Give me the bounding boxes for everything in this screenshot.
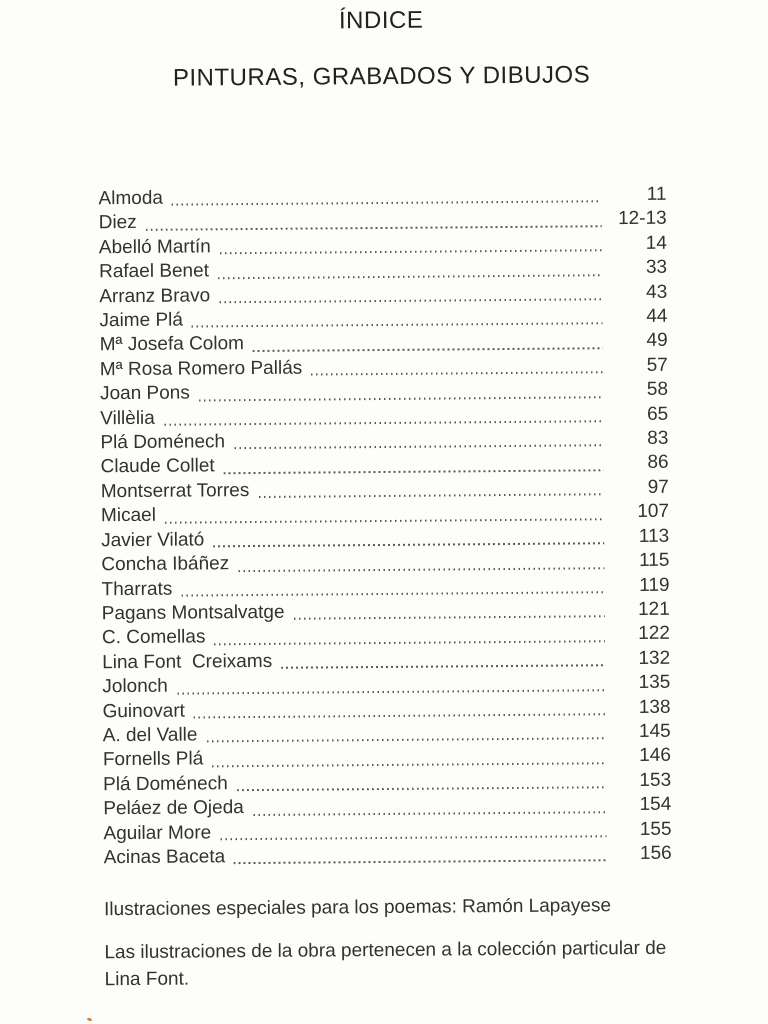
dot-leader xyxy=(137,208,615,236)
entry-name: Aguilar More xyxy=(103,821,212,844)
entry-page: 43 xyxy=(646,281,668,303)
entry-page: 113 xyxy=(638,525,670,547)
note-collection: Las ilustraciones de la obra pertenecen a la colección particular de Lina Font. xyxy=(104,938,667,991)
entry-name: Guinovart xyxy=(102,700,185,722)
dot-leader xyxy=(155,403,617,431)
entry-name: Concha Ibáñez xyxy=(101,553,230,576)
dot-leader xyxy=(185,696,619,724)
dot-leader xyxy=(225,427,617,454)
entry-name: Abelló Martín xyxy=(98,236,211,259)
entry-page: 156 xyxy=(639,842,672,864)
entry-name: Almoda xyxy=(98,187,164,210)
dot-leader xyxy=(211,232,615,260)
dot-leader xyxy=(244,793,620,820)
dot-leader xyxy=(284,598,617,625)
dot-leader xyxy=(228,769,620,796)
dot-leader xyxy=(302,354,616,381)
entry-name: Rafael Benet xyxy=(98,260,210,283)
dot-leader xyxy=(229,549,617,576)
entry-name: Plá Doménech xyxy=(100,431,226,454)
dot-leader xyxy=(209,256,615,284)
dot-leader xyxy=(168,671,619,699)
entry-page: 107 xyxy=(637,501,670,523)
entry-name: Acinas Baceta xyxy=(103,846,226,869)
entry-page: 153 xyxy=(639,769,672,791)
entry-page: 135 xyxy=(638,671,671,694)
entry-page: 155 xyxy=(639,818,672,840)
note-special-illustrations: Ilustraciones especiales para los poemas: Ramón Lapayese xyxy=(104,895,612,921)
entry-name: Peláez de Ojeda xyxy=(103,797,244,820)
entry-name: Lina Font Creixams xyxy=(102,650,273,673)
entry-name: Fornells Plá xyxy=(102,748,204,771)
toc-list xyxy=(98,183,671,871)
dot-leader xyxy=(197,720,618,748)
entry-name: Arranz Bravo xyxy=(99,284,211,307)
dot-leader xyxy=(163,183,615,211)
entry-name: Plá Doménech xyxy=(103,772,228,795)
entry-page: 11 xyxy=(646,183,667,205)
entry-name: C. Comellas xyxy=(101,626,206,649)
entry-page: 58 xyxy=(646,379,669,401)
entry-name: Villèlia xyxy=(100,407,155,429)
entry-name: Joan Pons xyxy=(99,382,190,405)
dot-leader xyxy=(183,305,616,333)
toc-entry xyxy=(104,842,672,871)
entry-name: Claude Collet xyxy=(100,455,215,478)
entry-name: Tharrats xyxy=(101,578,173,600)
dot-leader xyxy=(210,281,615,309)
page-content xyxy=(97,4,673,994)
entry-page: 49 xyxy=(646,330,668,352)
dot-leader xyxy=(225,842,620,870)
entry-page: 119 xyxy=(639,574,670,596)
entry-page: 121 xyxy=(637,598,670,620)
entry-page: 146 xyxy=(639,745,671,767)
entry-page: 12-13 xyxy=(617,208,667,230)
entry-page: 83 xyxy=(647,427,669,449)
entry-page: 138 xyxy=(638,696,671,718)
entry-name: Jaime Plá xyxy=(99,309,183,332)
dot-leader xyxy=(211,818,619,846)
dot-leader xyxy=(215,452,617,480)
entry-page: 86 xyxy=(647,452,669,474)
dot-leader xyxy=(203,744,619,772)
entry-name: A. del Valle xyxy=(102,724,198,747)
dot-leader xyxy=(156,500,617,528)
entry-name: Pagans Montsalvatge xyxy=(101,601,285,625)
scan-artifact-speck xyxy=(87,1017,93,1022)
entry-name: Jolonch xyxy=(102,675,168,698)
entry-name: Mª Josefa Colom xyxy=(99,333,245,356)
entry-name: Micael xyxy=(100,505,156,527)
entry-page: 122 xyxy=(638,623,671,645)
entry-page: 115 xyxy=(638,549,670,572)
entry-page: 44 xyxy=(646,305,668,327)
dot-leader xyxy=(249,476,617,503)
entry-page: 97 xyxy=(647,476,669,498)
entry-name: Javier Vilató xyxy=(101,529,205,551)
entry-page: 145 xyxy=(638,720,671,742)
entry-name: Montserrat Torres xyxy=(100,479,250,503)
dot-leader xyxy=(244,330,616,357)
entry-page: 57 xyxy=(646,354,668,376)
dot-leader xyxy=(205,622,618,650)
entry-name: Diez xyxy=(98,212,137,234)
entry-page: 132 xyxy=(638,647,671,669)
page-subtitle: PINTURAS, GRABADOS Y DIBUJOS xyxy=(172,61,591,92)
page-title: ÍNDICE xyxy=(338,6,424,35)
dot-leader xyxy=(272,647,618,674)
dot-leader xyxy=(204,525,617,553)
entry-page: 154 xyxy=(639,793,672,816)
entry-name: Mª Rosa Romero Pallás xyxy=(99,357,303,381)
dot-leader xyxy=(172,574,617,602)
entry-page: 33 xyxy=(645,256,668,279)
dot-leader xyxy=(190,378,616,406)
entry-page: 14 xyxy=(645,232,667,254)
entry-page: 65 xyxy=(646,403,669,425)
